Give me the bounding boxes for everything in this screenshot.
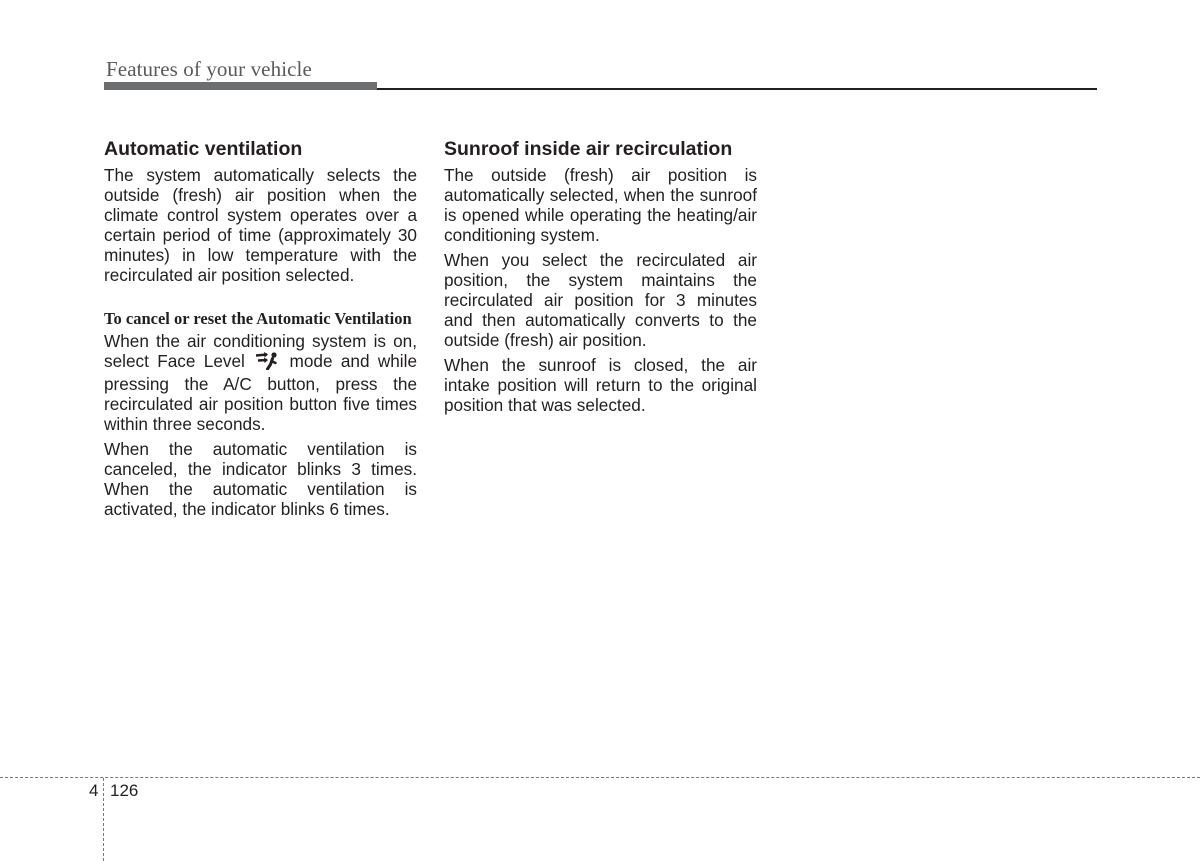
left-column: [104, 140, 417, 524]
header-rule-thick: [104, 82, 377, 90]
face-level-mode-icon: [255, 352, 279, 374]
cancel-reset-text-after: mode and while pressing the A/C button, press the recirculated air position button five times within three seconds.: [104, 351, 418, 434]
right-column: [444, 140, 757, 420]
automatic-ventilation-heading: Automatic ventilation: [104, 138, 303, 160]
cancel-reset-text-before: When the air conditioning system is on, select Face Level: [104, 331, 417, 371]
automatic-ventilation-intro: The system automatically selects the outside (fresh) air position when the climate control system operates over a certain period of time (approximately 30 minutes) in low temperature with the recirculated air position selected.: [104, 165, 417, 285]
recirculated-air-paragraph: When you select the recirculated air position, the system maintains the recirculated air position for 3 minutes and then automatically converts to the outside (fresh) air position.: [444, 250, 757, 350]
indicator-blink-paragraph: When the automatic ventilation is canceled, the indicator blinks 3 times. When the automatic ventilation is activated, the indicator blinks 6 times.: [104, 439, 417, 519]
sunroof-recirculation-heading: Sunroof inside air recirculation: [444, 138, 733, 160]
header-rule-thin: [377, 88, 1097, 90]
footer-page-number: 126: [110, 781, 139, 800]
sunroof-closed-paragraph: When the sunroof is closed, the air intake position will return to the original position that was selected.: [444, 355, 757, 415]
sunroof-fresh-air-paragraph: The outside (fresh) air position is automatically selected, when the sunroof is opened while operating the heating/air conditioning system.: [444, 165, 757, 245]
footer-vertical-divider: [103, 778, 104, 861]
footer-divider: [0, 777, 1200, 778]
cancel-reset-paragraph: [104, 331, 417, 434]
footer-section-number: 4: [89, 781, 99, 800]
cancel-reset-subheading: To cancel or reset the Automatic Ventilation: [104, 309, 412, 328]
page-header-title: Features of your vehicle: [106, 57, 312, 81]
